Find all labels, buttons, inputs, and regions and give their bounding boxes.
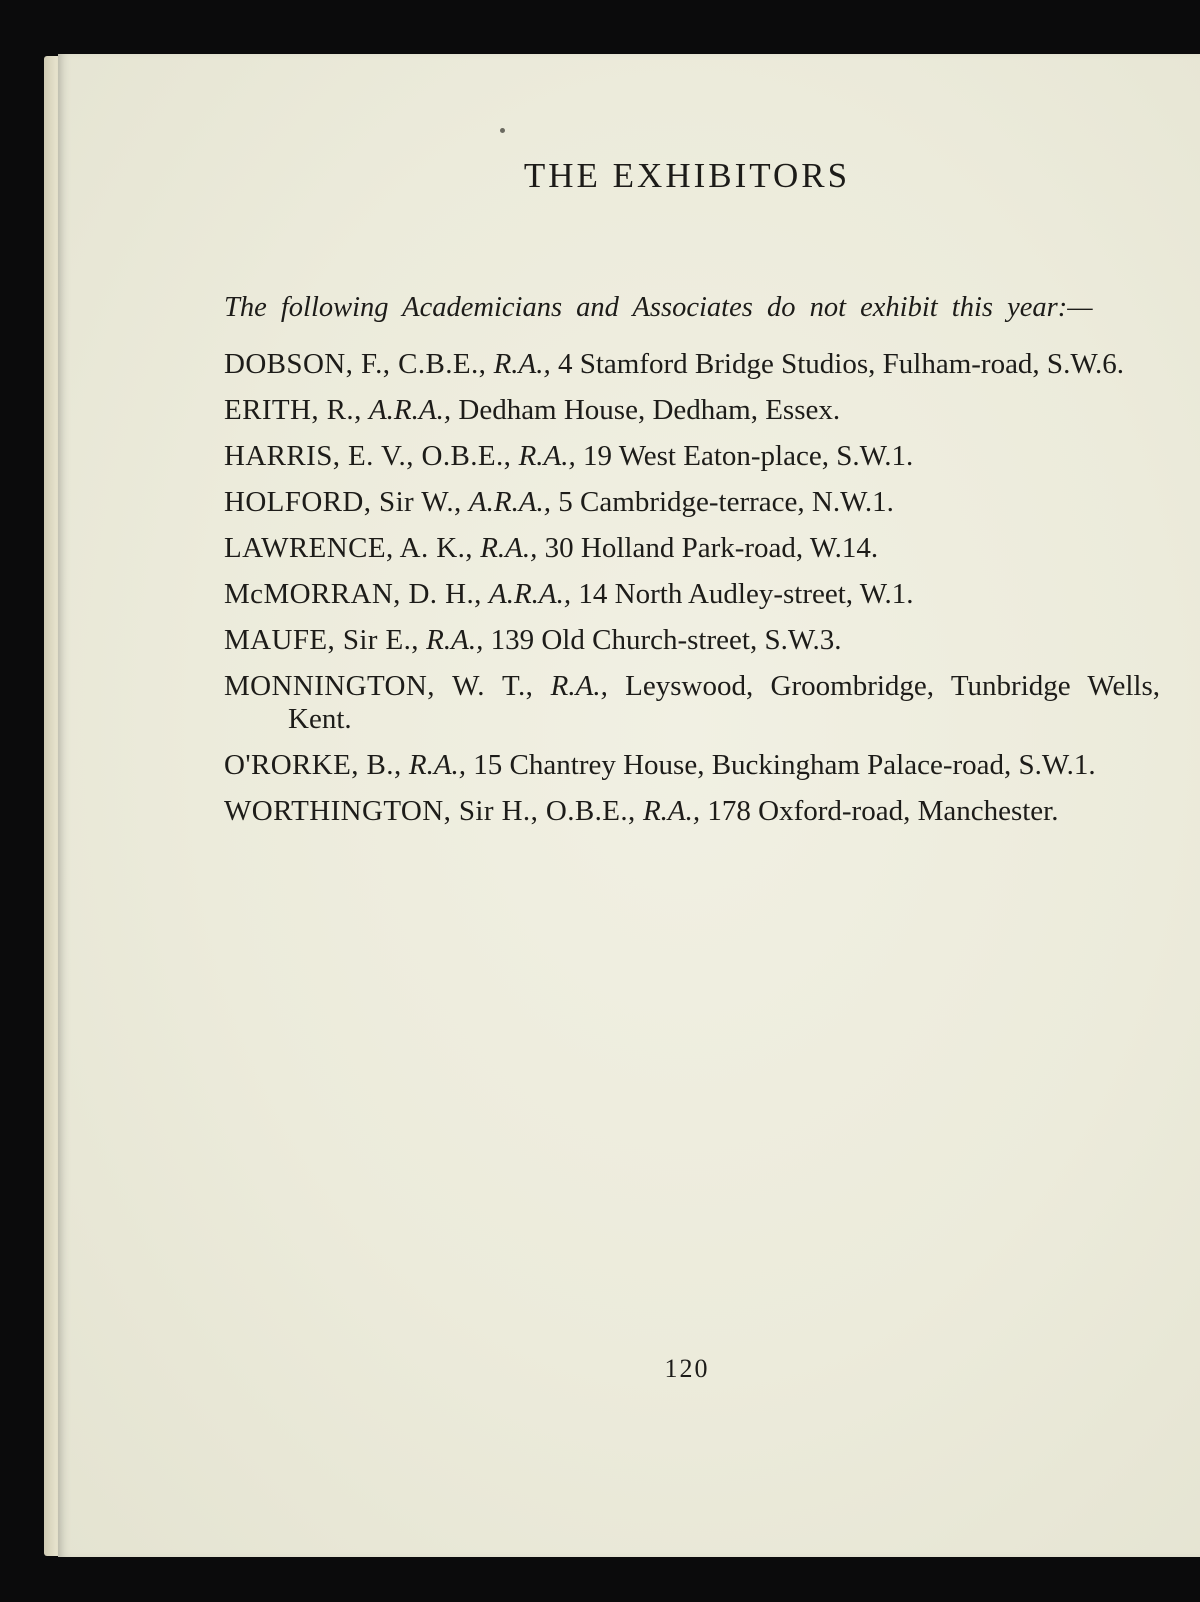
entry-name: WORTHINGTON, Sir H., O.B.E., (224, 795, 636, 827)
entry-rank: A.R.A., (468, 486, 552, 518)
entry-rank: A.R.A., (489, 578, 572, 610)
entry-address: 4 Stamford Bridge Studios, Fulham-road, S.W.6. (558, 348, 1125, 380)
intro-paragraph: The following Academicians and Associates do not exhibit this year:— (224, 292, 1093, 323)
entry-name: McMORRAN, D. H., (224, 578, 482, 610)
entry-address: 19 West Eaton-place, S.W.1. (583, 440, 914, 472)
entry-address: 30 Holland Park-road, W.14. (544, 532, 879, 564)
entry-name: MAUFE, Sir E., (224, 624, 419, 656)
entry-address: Leyswood, Groombridge, Tunbridge Wells, Kent. (288, 670, 1160, 735)
entry-address: Dedham House, Dedham, Essex. (458, 394, 841, 426)
exhibitor-entry (224, 394, 1160, 427)
exhibitor-entry (224, 440, 1160, 473)
entry-address: 14 North Audley-street, W.1. (578, 578, 914, 610)
entry-name: O'RORKE, B., (224, 749, 402, 781)
page-number: 120 (664, 1354, 710, 1383)
entry-address: 5 Cambridge-terrace, N.W.1. (558, 486, 894, 518)
exhibitor-entry (224, 532, 1160, 565)
entry-rank: R.A., (550, 670, 608, 702)
entry-name: DOBSON, F., C.B.E., (224, 348, 487, 380)
exhibitor-entry (224, 486, 1160, 519)
exhibitor-entry (224, 749, 1160, 782)
exhibitor-entry (224, 670, 1160, 736)
page-mark (500, 128, 505, 133)
entry-address: 178 Oxford-road, Manchester. (707, 795, 1059, 827)
entry-name: HOLFORD, Sir W., (224, 486, 462, 518)
entry-name: LAWRENCE, A. K., (224, 532, 473, 564)
entry-rank: R.A., (642, 795, 701, 827)
exhibitor-entry (224, 795, 1160, 828)
entry-rank: R.A., (493, 348, 551, 380)
exhibitor-entry (224, 624, 1160, 657)
entry-address: 15 Chantrey House, Buckingham Palace-road, S.W.1. (473, 749, 1096, 781)
entry-rank: R.A., (426, 624, 484, 656)
entry-address: 139 Old Church-street, S.W.3. (490, 624, 842, 656)
running-head: THE EXHIBITORS (523, 156, 851, 195)
entry-rank: R.A., (480, 532, 538, 564)
entry-rank: R.A., (408, 749, 467, 781)
entry-rank: R.A., (518, 440, 576, 472)
entry-name: MONNINGTON, W. T., (224, 670, 534, 702)
entry-name: ERITH, R., (224, 394, 362, 426)
text-block (224, 286, 1160, 841)
entry-rank: A.R.A., (368, 394, 452, 426)
book-page (58, 54, 1200, 1557)
exhibitor-entry (224, 578, 1160, 611)
exhibitor-entry (224, 348, 1160, 381)
entry-name: HARRIS, E. V., O.B.E., (224, 440, 512, 472)
